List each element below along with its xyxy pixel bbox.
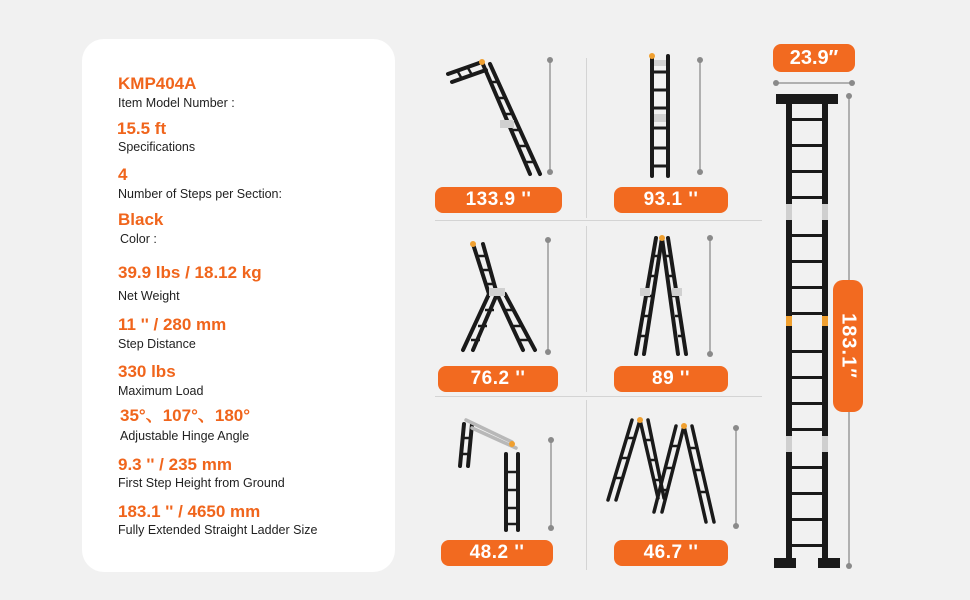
height-badge: 133.9 ''	[435, 187, 562, 213]
height-badge: 76.2 ''	[438, 366, 558, 392]
straight-width-badge: 23.9″	[773, 44, 855, 72]
spec-weight-label: Net Weight	[118, 289, 180, 303]
spec-model-value: KMP404A	[118, 74, 197, 93]
spec-size-label: Specifications	[118, 140, 196, 154]
straight-height-badge	[833, 280, 863, 412]
spec-step-distance-value: 11 '' / 280 mm	[118, 315, 227, 334]
height-indicator-icon	[732, 424, 740, 530]
height-badge: 48.2 ''	[441, 540, 553, 566]
height-indicator-icon	[547, 436, 555, 532]
grid-divider	[435, 220, 762, 221]
spec-color-label: Color :	[120, 232, 157, 246]
spec-first-step-label: First Step Height from Ground	[118, 476, 285, 490]
straight-height-text: 183.1″	[837, 313, 860, 379]
spec-model-label: Item Model Number :	[118, 96, 235, 110]
height-indicator-icon	[544, 236, 552, 356]
ladder-scaffold-arch-icon	[440, 52, 560, 182]
grid-divider	[435, 396, 762, 397]
ladder-straight-icon	[772, 92, 842, 570]
ladder-folded-icon	[640, 52, 680, 180]
ladder-wall-bridge-icon	[452, 414, 542, 534]
spec-hinge-value: 35°、107°、180°	[120, 406, 251, 425]
ladder-scaffold-icon	[602, 412, 726, 528]
height-indicator-icon	[706, 234, 714, 358]
grid-divider	[586, 58, 587, 218]
spec-first-step-value: 9.3 '' / 235 mm	[118, 455, 232, 474]
spec-load-value: 330 lbs	[118, 362, 176, 381]
spec-step-distance-label: Step Distance	[118, 337, 196, 351]
grid-divider	[586, 226, 587, 392]
spec-weight-value: 39.9 lbs / 18.12 kg	[118, 263, 262, 282]
height-indicator-icon	[696, 56, 704, 176]
spec-steps-value: 4	[118, 165, 128, 184]
spec-extended-label: Fully Extended Straight Ladder Size	[118, 523, 318, 537]
height-indicator-icon	[546, 56, 554, 176]
spec-load-label: Maximum Load	[118, 384, 204, 398]
ladder-a-frame-wide-icon	[455, 238, 545, 358]
height-badge: 93.1 ''	[614, 187, 728, 213]
spec-steps-label: Number of Steps per Section:	[118, 187, 282, 201]
ladder-a-frame-icon	[630, 234, 692, 358]
spec-color-value: Black	[118, 210, 164, 229]
grid-divider	[586, 400, 587, 570]
spec-size-value: 15.5 ft	[117, 119, 167, 138]
spec-extended-value: 183.1 '' / 4650 mm	[118, 502, 261, 521]
height-badge: 89 ''	[614, 366, 728, 392]
width-indicator-icon	[772, 76, 860, 90]
height-badge: 46.7 ''	[614, 540, 728, 566]
spec-hinge-label: Adjustable Hinge Angle	[120, 429, 250, 443]
